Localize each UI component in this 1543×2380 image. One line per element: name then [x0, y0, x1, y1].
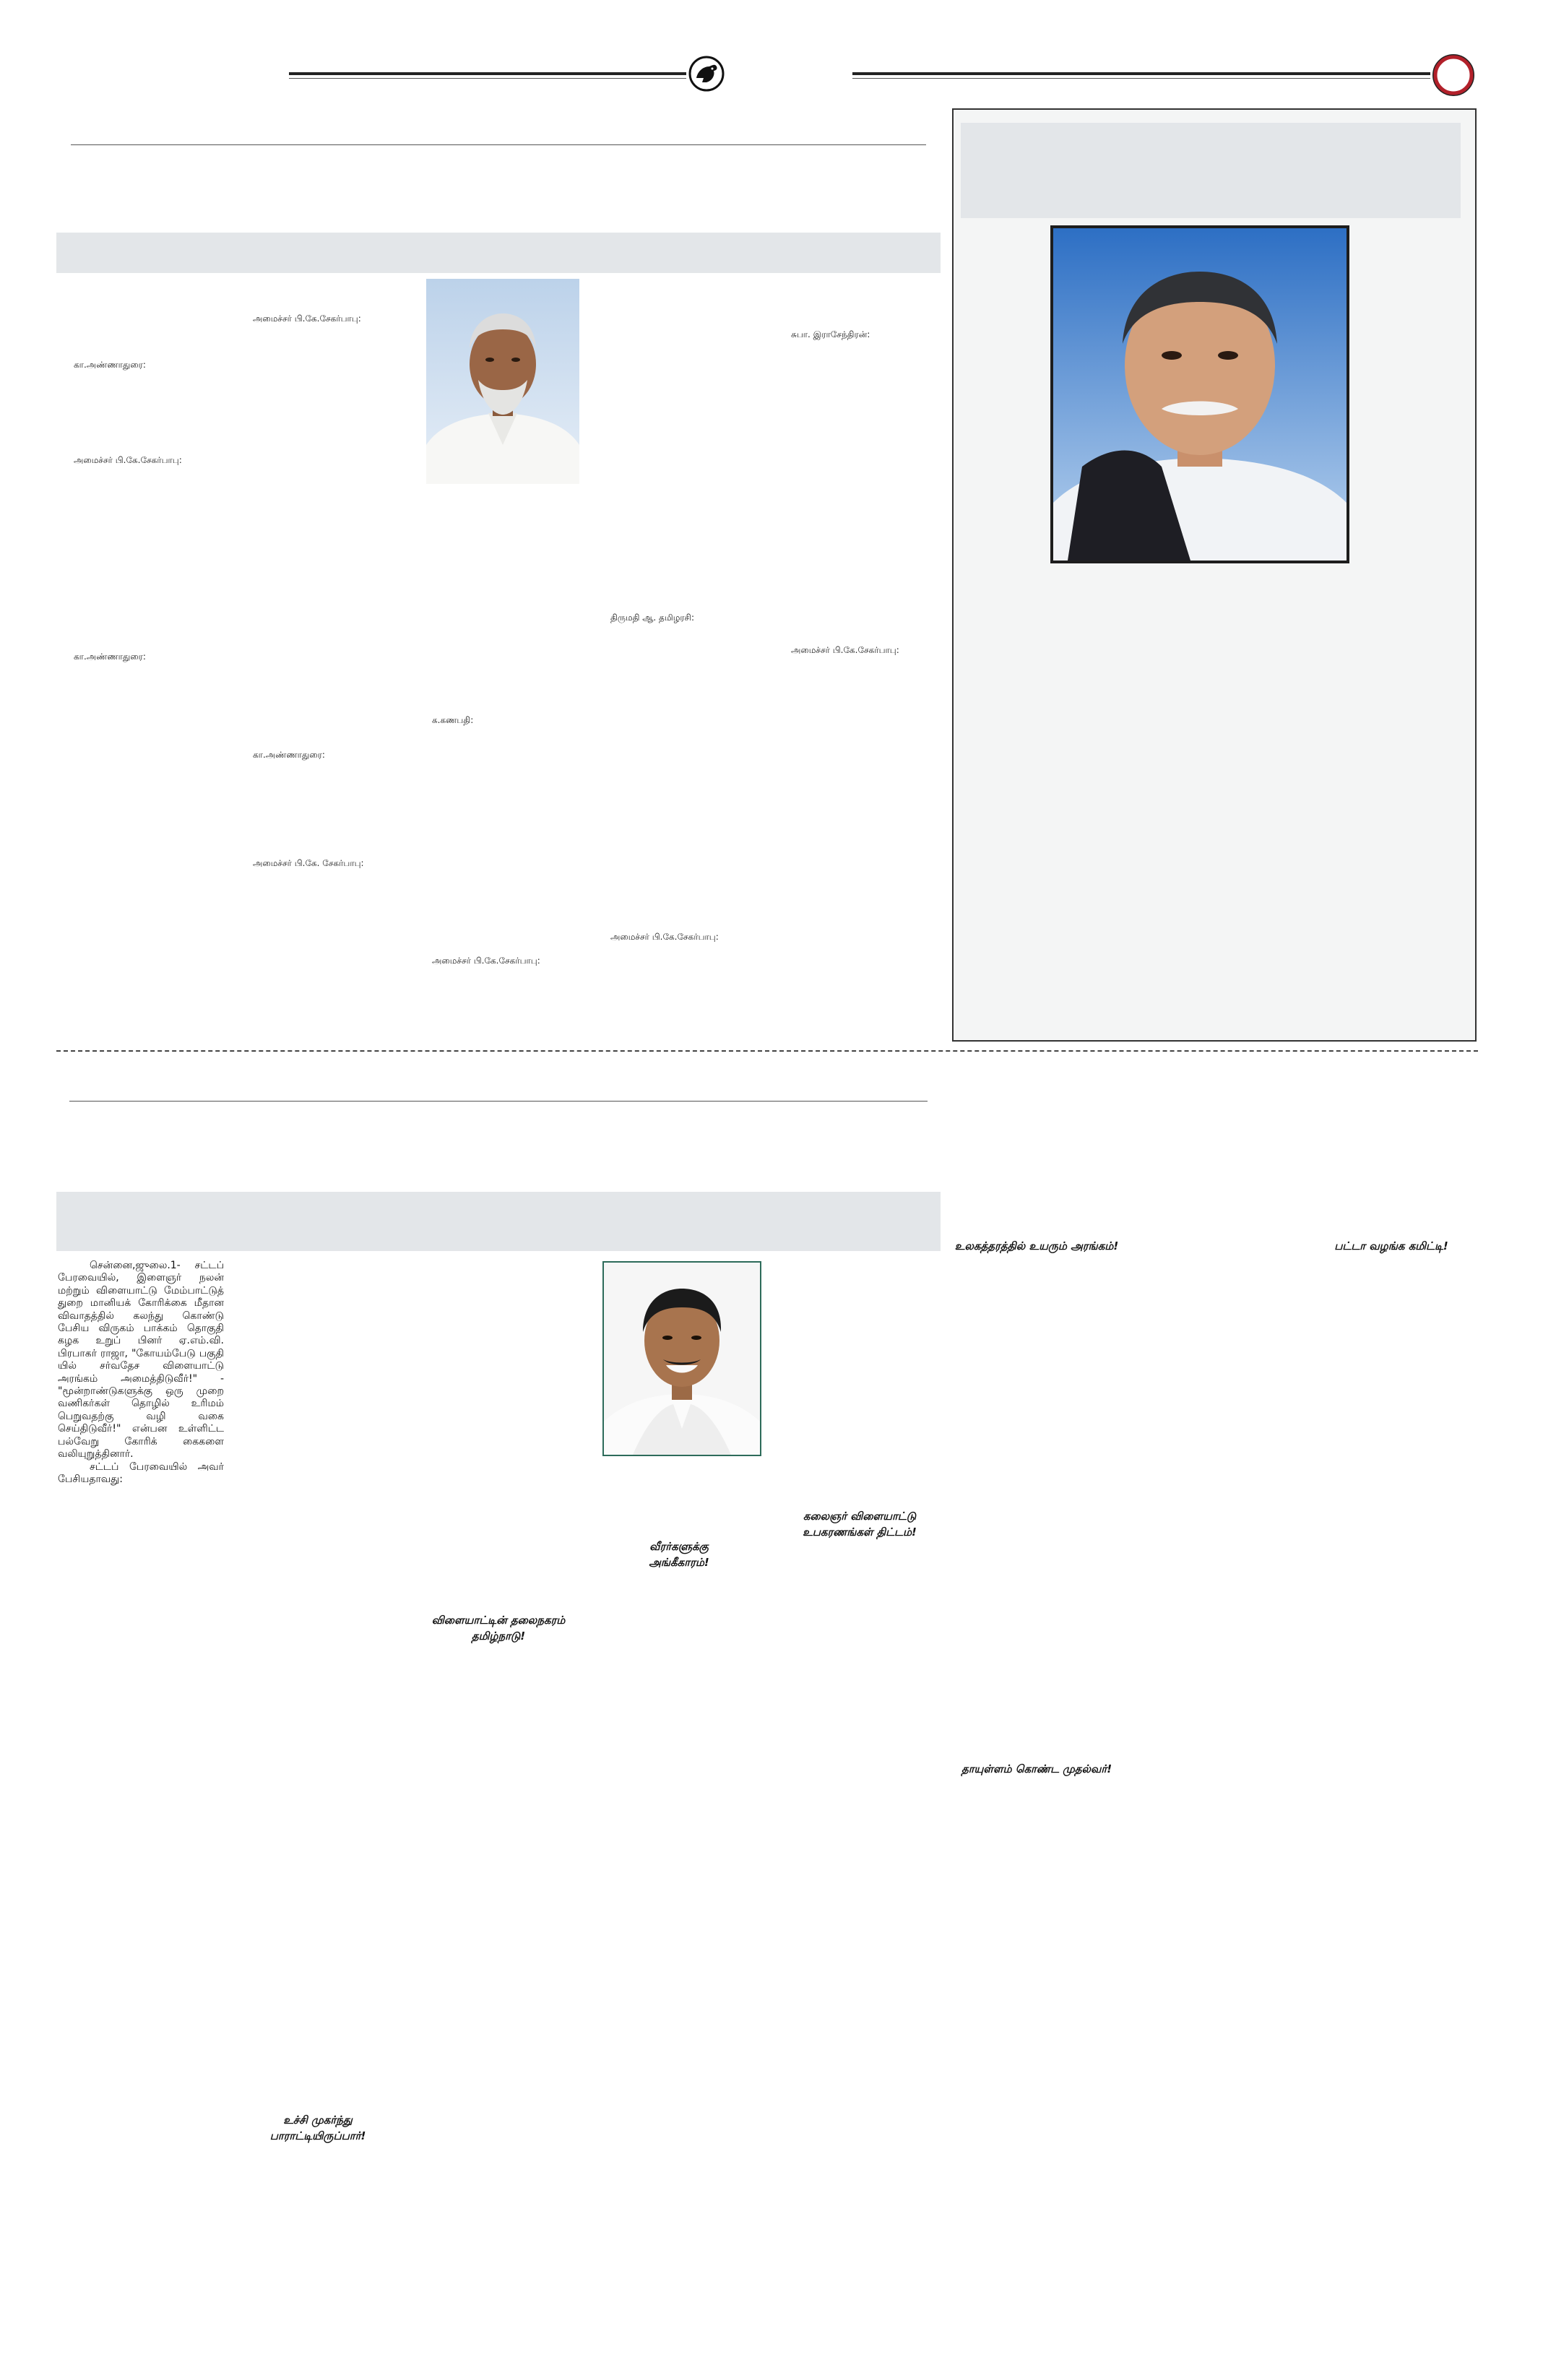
tiger-emblem-icon	[688, 55, 725, 92]
speaker-label: க.கணபதி:	[432, 715, 474, 725]
masthead-left-rule	[289, 72, 686, 75]
subhead-athletes-recognition	[621, 1539, 737, 1570]
tribute-portrait-photo	[1050, 225, 1349, 563]
subhead-would-have-praised	[238, 2112, 397, 2144]
red-ring-badge-icon	[1430, 52, 1477, 98]
speaker-label: அமைச்சர் பி.கே.சேகர்பாபு:	[432, 956, 540, 966]
subhead-text: உச்சி முகர்ந்து பாராட்டியிருப்பார்!	[269, 2113, 366, 2142]
subhead-text: தாயுள்ளம் கொண்ட முதல்வர்!	[961, 1762, 1112, 1775]
masthead-left-rule-thin	[289, 78, 686, 79]
bottom-story-headline-band	[56, 1192, 941, 1251]
lead-paragraph-text: சென்னை,ஜுலை.1- சட்டப் பேரவையில், இளைஞர் நலன் மற்றும் விளையாட்டு மேம்பாட்டுத் துறை மானியக் கோரிக்கை மீதான விவாதத்தில் கலந்து கொண்டு பேசிய விருகம் பாக்கம் தொகுதி கழக உறுப் பினர் ஏ.எம்.வி. பிரபாகர் ராஜா, "கோயம்பேடு பகுதி யில் சர்வதேச விளையாட்டு அரங்கம் அமைத்திடுவீர்!" - "மூன்றாண்டுகளுக்கு ஒரு முறை வணிகர்கள் தொழில் உரிமம் பெறுவதற்கு வழி வகை செய்திடுவீர்!" என்பன உள்ளிட்ட பல்வேறு கோரிக் கைகளை வலியுறுத்தினார்.	[58, 1260, 224, 1461]
subhead-text: வீரர்களுக்கு அங்கீகாரம்!	[649, 1540, 709, 1569]
minister-portrait-photo	[426, 279, 579, 484]
speaker-label: அமைச்சர் பி.கே.சேகர்பாபு:	[610, 932, 719, 942]
subhead-patta-committee	[1305, 1238, 1478, 1254]
section-divider-dashed	[56, 1050, 1478, 1052]
subhead-sports-capital	[419, 1612, 578, 1644]
speaker-label: கா.அண்ணாதுரை:	[253, 750, 325, 760]
lead-paragraph-text-2: சட்டப் பேரவையில் அவர் பேசியதாவது:	[58, 1461, 224, 1485]
speaker-label: அமைச்சர் பி.கே. சேகர்பாபு:	[253, 858, 364, 868]
top-story-headline-band	[56, 233, 941, 273]
subhead-text: கலைஞர் விளையாட்டு உபகரணங்கள் திட்டம்!	[803, 1510, 917, 1539]
subhead-world-class-stadium	[954, 1238, 1120, 1254]
lead-paragraph	[58, 1260, 224, 1486]
subhead-text: உலகத்தரத்தில் உயரும் அரங்கம்!	[954, 1239, 1119, 1252]
speaker-label: கா.அண்ணாதுரை:	[74, 652, 146, 662]
speaker-label: அமைச்சர் பி.கே.சேகர்பாபு:	[253, 313, 361, 324]
masthead-right-rule	[852, 72, 1430, 75]
speaker-label: கா.அண்ணாதுரை:	[74, 360, 146, 370]
subhead-kalaignar-sports-kit	[780, 1508, 939, 1540]
masthead-right-rule-thin	[852, 78, 1430, 79]
mla-portrait-photo	[602, 1261, 761, 1456]
speaker-label: திருமதி ஆ. தமிழரசி:	[610, 613, 694, 623]
speaker-label: அமைச்சர் பி.கே.சேகர்பாபு:	[791, 645, 899, 655]
speaker-label: சுபா. இராசேந்திரன்:	[791, 329, 870, 339]
subhead-motherly-cm	[954, 1761, 1120, 1777]
top-story-headline-rule	[71, 144, 926, 145]
speaker-label: அமைச்சர் பி.கே.சேகர்பாபு:	[74, 455, 182, 465]
tribute-heading-band	[961, 123, 1461, 218]
bottom-story-headline-rule	[69, 1101, 928, 1102]
subhead-text: விளையாட்டின் தலைநகரம் தமிழ்நாடு!	[431, 1614, 566, 1643]
subhead-text: பட்டா வழங்க கமிட்டி!	[1334, 1239, 1448, 1252]
